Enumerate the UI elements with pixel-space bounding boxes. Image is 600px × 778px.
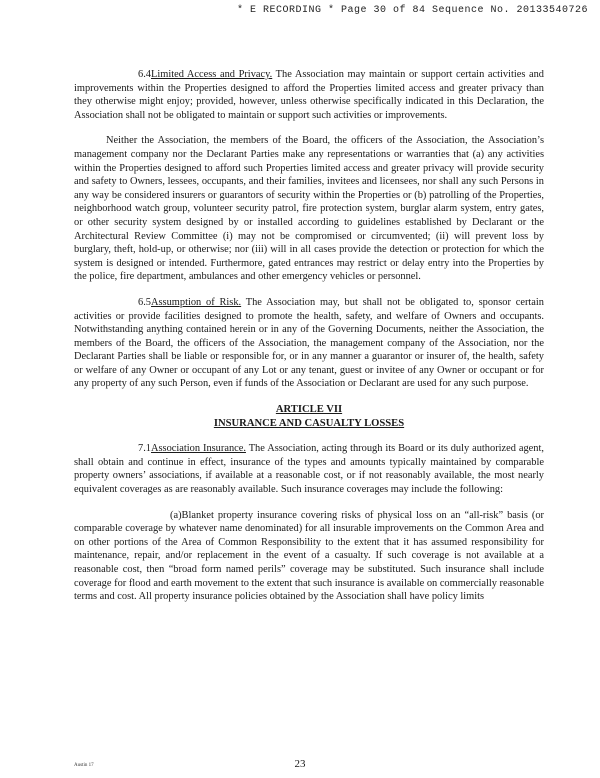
subsection-text: Blanket property insurance covering risks of physical loss on an “all-risk” basis (or comparable coverage by whatever name denominated) for all insurable improvements on the Common Area and on other portions of the Area of Common Responsibility to the extent that it has assumed responsibility for maintenance, repair, and/or replacement in the event of a casualty. If such coverage is not available at a reasonable cost, then “broad form named perils” coverage may be substituted. Such insurance shall include coverage for flood and earth movement to the extent that such insurance is available on commercially reasonable terms and cost. All property insurance policies obtained by the Association shall have policy limits bbox=[74, 509, 544, 603]
section-text: The Association may, but shall not be obligated to, sponsor certain activities or provide facilities designed to promote the health, safety, and welfare of Owners and occupants. Notwithstanding anything contained herein or in any of the Governing Documents, neither the Association, the members of the Board, the officers of the Association, the management company of the Association, nor the Declarant Parties shall be liable or responsible for, or in any manner a guarantor or insurer of, the health, safety or welfare of any Owner or occupant of any Lot or any tenant, guest or invitee of any Owner or occupant or for any property of any such Person, even if funds of the Association or Declarant are used for any such purpose. bbox=[74, 296, 545, 390]
section-title: Assumption of Risk. bbox=[151, 296, 242, 308]
document-id: Austin 17 bbox=[74, 763, 94, 768]
disclaimer-paragraph bbox=[74, 134, 544, 284]
section-title: Limited Access and Privacy. bbox=[151, 69, 273, 80]
section-7-1 bbox=[74, 442, 544, 496]
section-title: Association Insurance. bbox=[151, 443, 246, 455]
subsection-label: (a) bbox=[170, 509, 182, 521]
section-6-5 bbox=[74, 296, 544, 391]
page-number: 23 bbox=[294, 758, 306, 770]
article-heading: ARTICLE VII bbox=[275, 404, 343, 416]
section-number: 6.4 bbox=[138, 69, 151, 80]
section-7-1-a bbox=[74, 509, 544, 604]
section-text: The Association, acting through its Board or its duly authorized agent, shall obtain and continue in effect, insurance of the types and amounts typically maintained by comparable property owners’ associations, if available at a reasonable cost, or if not reasonably available, the most nearly equivalent coverages as are reasonably available. Such insurance coverages may include the following: bbox=[74, 443, 544, 496]
section-number: 6.5 bbox=[138, 296, 151, 308]
section-number: 7.1 bbox=[138, 443, 151, 455]
article-title: INSURANCE AND CASUALTY LOSSES bbox=[213, 417, 405, 429]
document-body bbox=[74, 68, 544, 616]
recording-header: * E RECORDING * Page 30 of 84 Sequence No. 20133540726 bbox=[236, 5, 588, 16]
section-text: The Association may maintain or support certain activities and improvements within the Properties designed to afford the Properties limited access and greater privacy than they otherwise might enjoy; provided, however, unless otherwise specifically indicated in this Declaration, the Association shall not be obligated to maintain or support such activities or improvements. bbox=[74, 69, 544, 121]
paragraph-text: Neither the Association, the members of the Board, the officers of the Association, the Association’s management company nor the Declarant Parties make any representations or warranties that (a) any activities within the Properties designed to afford such Properties limited access and greater privacy will provide security and safety to Owners, lessees, occupants, and their families, invitees and licensees, nor shall any such Persons in any way be considered insurers or guarantors of security within the Properties or (b) patrolling of the Properties, neighborhood watch group, volunteer security patrol, fire protection system, burglar alarm system, entry gates, or other security system designed by or installed according to guidelines established by Declarant or the Architectural Review Committee (i) may not be compromised or circumvented; (ii) will prevent loss by burglary, theft, hold-up, or otherwise; nor (iii) will in all cases provide the detection or protection for which the system is designed or intended. Furthermore, gated entrances may restrict or delay entry into the Properties by the police, fire department, ambulances and other emergency vehicles or personnel. bbox=[74, 135, 544, 283]
section-6-4 bbox=[74, 68, 544, 122]
